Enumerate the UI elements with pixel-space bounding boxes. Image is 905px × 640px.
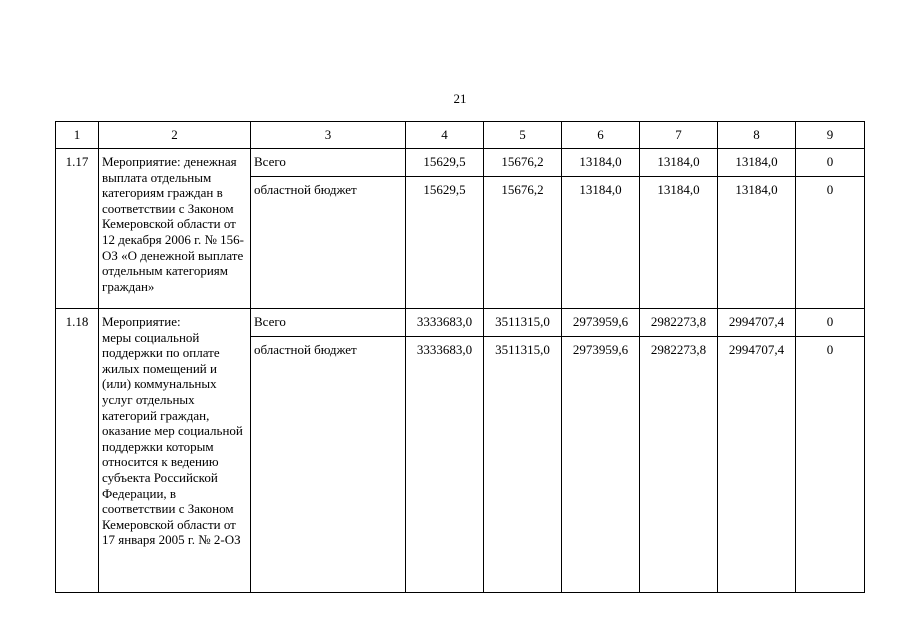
value-cell: 13184,0 bbox=[562, 149, 640, 177]
activity-description-heading: Мероприятие: bbox=[102, 314, 181, 329]
funding-source: областной бюджет bbox=[251, 337, 406, 593]
column-header: 1 bbox=[56, 122, 99, 149]
column-header: 2 bbox=[99, 122, 251, 149]
value-cell: 0 bbox=[796, 149, 865, 177]
value-cell: 0 bbox=[796, 309, 865, 337]
funding-source: Всего bbox=[251, 149, 406, 177]
column-header: 8 bbox=[718, 122, 796, 149]
table-header-row bbox=[56, 122, 865, 149]
activity-description-body: меры социальной поддержки по оплате жилых помещений и (или) коммунальных услуг отдельных категорий граждан, оказание мер социальной поддержки которым относится к ведению субъекта Российской Федерации, в соответствии с Законом Кемеровской области от 17 января 2005 г. № 2-ОЗ bbox=[102, 329, 243, 548]
table-row bbox=[56, 149, 865, 177]
value-cell: 2994707,4 bbox=[718, 309, 796, 337]
value-cell: 2994707,4 bbox=[718, 337, 796, 593]
activity-description bbox=[99, 309, 251, 593]
column-header: 5 bbox=[484, 122, 562, 149]
value-cell: 13184,0 bbox=[718, 149, 796, 177]
column-header: 7 bbox=[640, 122, 718, 149]
page-number: 21 bbox=[453, 91, 467, 106]
value-cell: 2973959,6 bbox=[562, 337, 640, 593]
activity-description: Мероприятие: денежная выплата отдельным категориям граждан в соответствии с Законом Кемеровской области от 12 декабря 2006 г. № 156-ОЗ «О денежной выплате отдельным категориям граждан» bbox=[99, 149, 251, 309]
value-cell: 2973959,6 bbox=[562, 309, 640, 337]
column-header: 4 bbox=[406, 122, 484, 149]
value-cell: 15676,2 bbox=[484, 177, 562, 309]
column-header: 9 bbox=[796, 122, 865, 149]
value-cell: 15676,2 bbox=[484, 149, 562, 177]
row-number: 1.17 bbox=[56, 149, 99, 309]
value-cell: 2982273,8 bbox=[640, 337, 718, 593]
value-cell: 0 bbox=[796, 177, 865, 309]
value-cell: 13184,0 bbox=[640, 149, 718, 177]
value-cell: 3333683,0 bbox=[406, 309, 484, 337]
value-cell: 15629,5 bbox=[406, 177, 484, 309]
value-cell: 13184,0 bbox=[562, 177, 640, 309]
value-cell: 3511315,0 bbox=[484, 337, 562, 593]
value-cell: 15629,5 bbox=[406, 149, 484, 177]
column-header: 3 bbox=[251, 122, 406, 149]
value-cell: 3511315,0 bbox=[484, 309, 562, 337]
value-cell: 0 bbox=[796, 337, 865, 593]
budget-table bbox=[55, 121, 865, 593]
funding-source: областной бюджет bbox=[251, 177, 406, 309]
value-cell: 3333683,0 bbox=[406, 337, 484, 593]
value-cell: 13184,0 bbox=[640, 177, 718, 309]
column-header: 6 bbox=[562, 122, 640, 149]
row-number: 1.18 bbox=[56, 309, 99, 593]
table-row bbox=[56, 309, 865, 337]
funding-source: Всего bbox=[251, 309, 406, 337]
value-cell: 13184,0 bbox=[718, 177, 796, 309]
value-cell: 2982273,8 bbox=[640, 309, 718, 337]
